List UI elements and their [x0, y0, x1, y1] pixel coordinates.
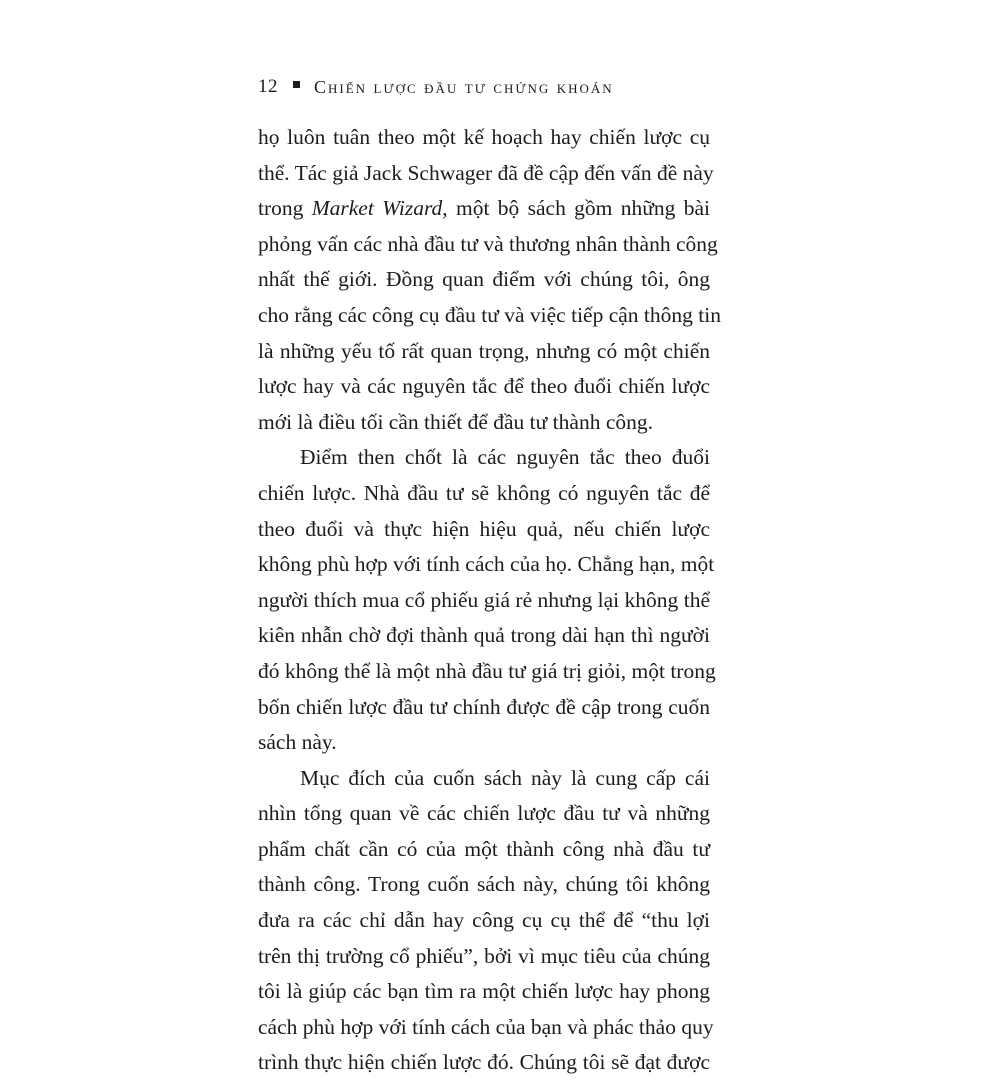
text-line: tôi là giúp các bạn tìm ra một chiến lược hay phong	[258, 979, 710, 1004]
text-line: đưa ra các chỉ dẫn hay công cụ cụ thể để “thu lợi	[258, 908, 710, 933]
text-line: là những yếu tố rất quan trọng, nhưng có một chiến	[258, 338, 710, 363]
text-line: phỏng vấn các nhà đầu tư và thương nhân thành công	[258, 231, 718, 256]
text-line: Điểm then chốt là các nguyên tắc theo đuổi	[300, 445, 710, 470]
text-span: trong	[258, 196, 304, 221]
text-line: lược hay và các nguyên tắc để theo đuổi chiến lược	[258, 374, 710, 399]
text-line: cách phù hợp với tính cách của bạn và phác thảo quy	[258, 1014, 714, 1039]
text-line: sách này.	[258, 730, 337, 755]
text-line: thành công. Trong cuốn sách này, chúng tôi không	[258, 872, 710, 897]
running-head	[258, 72, 614, 102]
body-text	[258, 116, 721, 1077]
text-line: đó không thể là một nhà đầu tư giá trị giỏi, một trong	[258, 658, 716, 683]
paragraph-2	[258, 436, 716, 756]
text-line: kiên nhẫn chờ đợi thành quả trong dài hạn thì người	[258, 623, 710, 648]
text-line: bốn chiến lược đầu tư chính được đề cập trong cuốn	[258, 694, 710, 719]
book-title-italic: Market Wizard	[311, 196, 443, 221]
square-bullet-icon	[293, 81, 300, 88]
book-title: Chiến lược đầu tư chứng khoán	[314, 76, 614, 97]
text-line: chiến lược. Nhà đầu tư sẽ không có nguyên tắc để	[258, 480, 710, 505]
text-span: , một bộ sách gồm những bài	[442, 196, 711, 221]
paragraph-3	[258, 757, 714, 1077]
text-line: theo đuổi và thực hiện hiệu quả, nếu chiến lược	[258, 516, 710, 541]
text-line: mới là điều tối cần thiết để đầu tư thành công.	[258, 409, 653, 434]
text-line: họ luôn tuân theo một kế hoạch hay chiến lược cụ	[258, 125, 710, 149]
text-line: người thích mua cổ phiếu giá rẻ nhưng lại không thể	[258, 587, 710, 612]
paragraph-1	[258, 116, 721, 436]
text-line: không phù hợp với tính cách của họ. Chẳng hạn, một	[258, 552, 715, 577]
text-line: nhất thế giới. Đồng quan điểm với chúng tôi, ông	[258, 267, 710, 292]
text-line: nhìn tổng quan về các chiến lược đầu tư và những	[258, 801, 710, 826]
text-line: thể. Tác giả Jack Schwager đã đề cập đến vấn đề này	[258, 160, 714, 185]
text-line: Mục đích của cuốn sách này là cung cấp cái	[300, 765, 710, 790]
text-line: phẩm chất cần có của một thành công nhà đầu tư	[258, 836, 710, 861]
text-line: cho rằng các công cụ đầu tư và việc tiếp cận thông tin	[258, 302, 721, 327]
text-line: trên thị trường cổ phiếu”, bởi vì mục tiêu của chúng	[258, 943, 710, 968]
text-line: trình thực hiện chiến lược đó. Chúng tôi sẽ đạt được	[258, 1050, 710, 1075]
page-number: 12	[258, 76, 278, 97]
text-line	[258, 187, 710, 223]
